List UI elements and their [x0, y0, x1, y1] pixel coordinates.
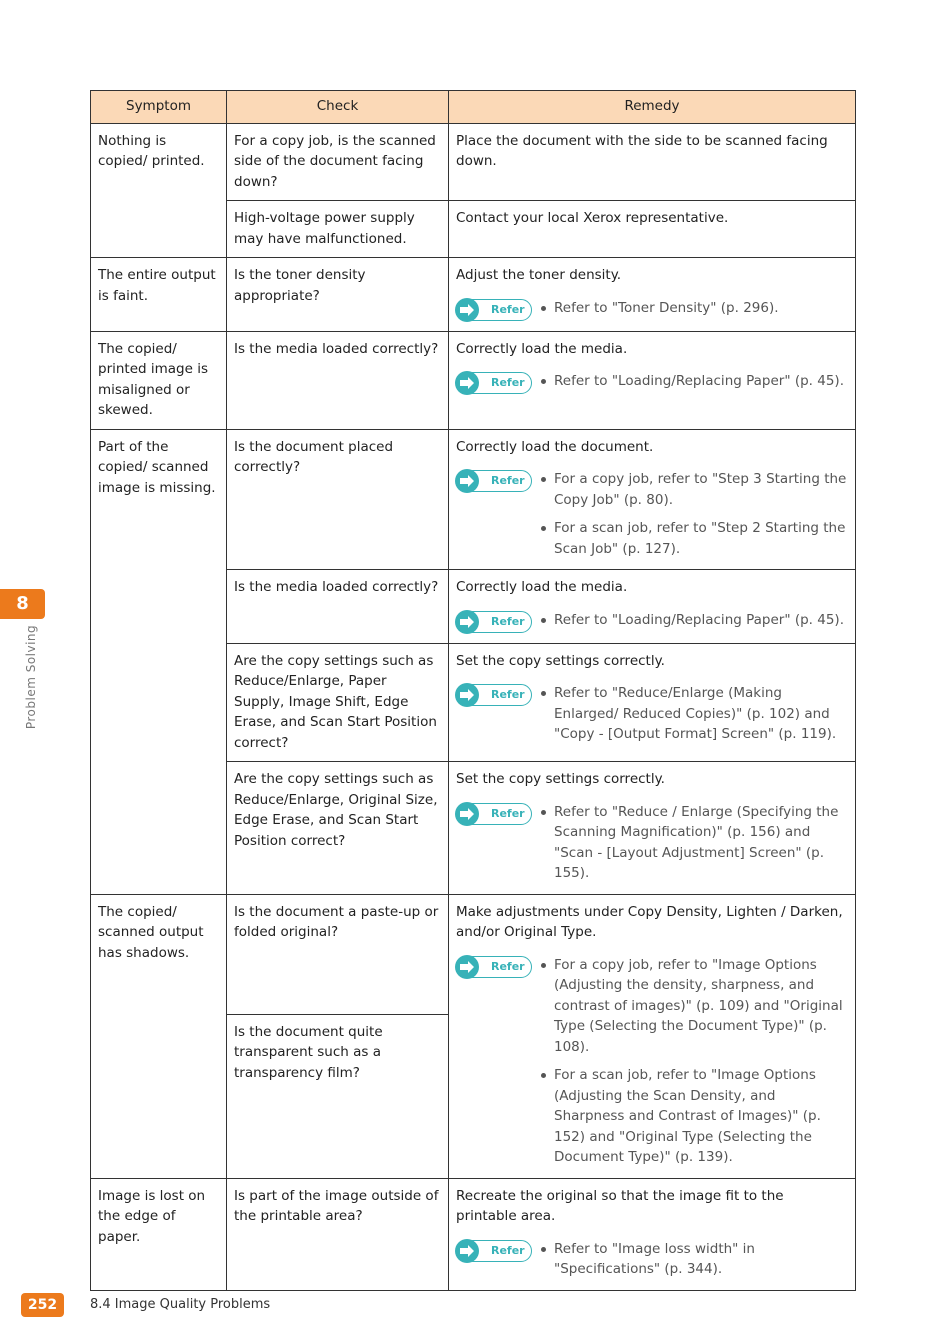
refer-block	[456, 298, 848, 321]
refer-block	[456, 469, 848, 559]
refer-list	[540, 1239, 848, 1280]
arrow-right-icon	[455, 955, 479, 979]
remedy-cell	[449, 643, 856, 762]
refer-badge	[456, 611, 532, 633]
check-cell: Are the copy settings such as Reduce/Enlarge, Original Size, Edge Erase, and Scan Start Position correct?	[227, 762, 449, 895]
remedy-text: Contact your local Xerox representative.	[456, 210, 729, 226]
refer-badge	[456, 299, 532, 321]
section-title: 8.4 Image Quality Problems	[90, 1297, 271, 1312]
check-cell: For a copy job, is the scanned side of the document facing down?	[227, 123, 449, 201]
remedy-text: Correctly load the document.	[456, 438, 654, 455]
refer-label: Refer	[491, 614, 525, 628]
refer-item: For a scan job, refer to "Step 2 Starting the Scan Job" (p. 127).	[540, 518, 848, 559]
refer-list	[540, 955, 848, 1168]
chapter-name-label: Problem Solving	[24, 624, 38, 730]
refer-badge	[456, 684, 532, 706]
refer-block	[456, 610, 848, 633]
table-row	[91, 123, 856, 201]
refer-list	[540, 683, 848, 745]
remedy-cell	[449, 331, 856, 429]
symptom-cell: The copied/ printed image is misaligned or skewed.	[91, 331, 227, 429]
check-cell: Is the document placed correctly?	[227, 429, 449, 570]
arrow-right-icon	[455, 469, 479, 493]
chapter-number-tab: 8	[0, 589, 45, 619]
remedy-text: Correctly load the media.	[456, 579, 628, 595]
refer-block	[456, 802, 848, 884]
arrow-right-icon	[455, 298, 479, 322]
refer-badge	[456, 803, 532, 825]
arrow-right-icon	[455, 1239, 479, 1263]
symptom-cell: Image is lost on the edge of paper.	[91, 1178, 227, 1290]
check-cell: Is the document quite transparent such as a transparency film?	[227, 1014, 449, 1178]
refer-badge	[456, 470, 532, 492]
refer-item: Refer to "Toner Density" (p. 296).	[540, 298, 848, 319]
refer-badge	[456, 1240, 532, 1262]
refer-badge	[456, 956, 532, 978]
symptom-cell: Part of the copied/ scanned image is missing.	[91, 429, 227, 894]
check-cell: High-voltage power supply may have malfunctioned.	[227, 201, 449, 258]
remedy-text: Correctly load the media.	[456, 340, 628, 357]
arrow-right-icon	[455, 683, 479, 707]
refer-label: Refer	[491, 806, 525, 820]
refer-label: Refer	[491, 1243, 525, 1257]
header-symptom: Symptom	[91, 91, 227, 124]
check-cell: Is the document a paste-up or folded original?	[227, 894, 449, 1014]
check-cell: Is the media loaded correctly?	[227, 331, 449, 429]
page-number: 252	[21, 1293, 64, 1317]
table-row	[91, 429, 856, 570]
refer-block	[456, 371, 848, 394]
refer-block	[456, 955, 848, 1168]
remedy-cell	[449, 123, 856, 201]
refer-list	[540, 802, 848, 884]
refer-list	[540, 298, 848, 319]
refer-item: For a copy job, refer to "Image Options (Adjusting the density, sharpness, and contrast of images)" (p. 109) and "Original Type (Selecting the Document Type)" (p. 108).	[540, 955, 848, 1058]
arrow-right-icon	[455, 371, 479, 395]
refer-item: Refer to "Image loss width" in "Specifications" (p. 344).	[540, 1239, 848, 1280]
table-row	[91, 1178, 856, 1290]
remedy-text: Adjust the toner density.	[456, 267, 622, 283]
refer-item: For a scan job, refer to "Image Options (Adjusting the Scan Density, and Sharpness and Contrast of Images)" (p. 152) and "Original Type (Selecting the Document Type)" (p. 139).	[540, 1065, 848, 1168]
refer-list	[540, 371, 848, 392]
remedy-text: Make adjustments under Copy Density, Lighten / Darken, and/or Original Type.	[456, 903, 843, 940]
table-row	[91, 894, 856, 1014]
troubleshooting-table	[90, 90, 856, 1291]
refer-block	[456, 683, 848, 745]
arrow-right-icon	[455, 802, 479, 826]
refer-item: For a copy job, refer to "Step 3 Starting the Copy Job" (p. 80).	[540, 469, 848, 510]
refer-label: Refer	[491, 376, 525, 389]
remedy-cell	[449, 762, 856, 895]
remedy-cell	[449, 429, 856, 570]
refer-block	[456, 1239, 848, 1280]
remedy-text: Set the copy settings correctly.	[456, 652, 665, 669]
remedy-cell	[449, 894, 856, 1178]
symptom-cell: Nothing is copied/ printed.	[91, 123, 227, 258]
table-row	[91, 258, 856, 332]
arrow-right-icon	[455, 610, 479, 634]
remedy-cell	[449, 258, 856, 332]
refer-label: Refer	[491, 474, 525, 487]
check-cell: Is the media loaded correctly?	[227, 570, 449, 644]
remedy-cell	[449, 201, 856, 258]
refer-item: Refer to "Reduce / Enlarge (Specifying the Scanning Magnification)" (p. 156) and "Scan - [Layout Adjustment] Screen" (p. 155).	[540, 802, 848, 884]
header-check: Check	[227, 91, 449, 124]
refer-label: Refer	[491, 959, 525, 973]
refer-label: Refer	[491, 302, 525, 316]
refer-list	[540, 469, 848, 559]
refer-item: Refer to "Loading/Replacing Paper" (p. 45).	[540, 371, 848, 392]
refer-list	[540, 610, 848, 631]
refer-label: Refer	[491, 688, 525, 701]
remedy-cell	[449, 570, 856, 644]
symptom-cell: The copied/ scanned output has shadows.	[91, 894, 227, 1178]
remedy-text: Recreate the original so that the image fit to the printable area.	[456, 1187, 784, 1224]
remedy-text: Set the copy settings correctly.	[456, 771, 665, 787]
header-remedy: Remedy	[449, 91, 856, 124]
symptom-cell: The entire output is faint.	[91, 258, 227, 332]
check-cell: Is the toner density appropriate?	[227, 258, 449, 332]
table-header-row	[91, 91, 856, 124]
check-cell: Is part of the image outside of the printable area?	[227, 1178, 449, 1290]
check-cell: Are the copy settings such as Reduce/Enlarge, Paper Supply, Image Shift, Edge Erase, and Scan Start Position correct?	[227, 643, 449, 762]
refer-item: Refer to "Reduce/Enlarge (Making Enlarged/ Reduced Copies)" (p. 102) and "Copy - [Output Format] Screen" (p. 119).	[540, 683, 848, 745]
refer-badge	[456, 372, 532, 394]
table-row	[91, 331, 856, 429]
remedy-text: Place the document with the side to be scanned facing down.	[456, 132, 828, 169]
remedy-cell	[449, 1178, 856, 1290]
refer-item: Refer to "Loading/Replacing Paper" (p. 45).	[540, 610, 848, 631]
